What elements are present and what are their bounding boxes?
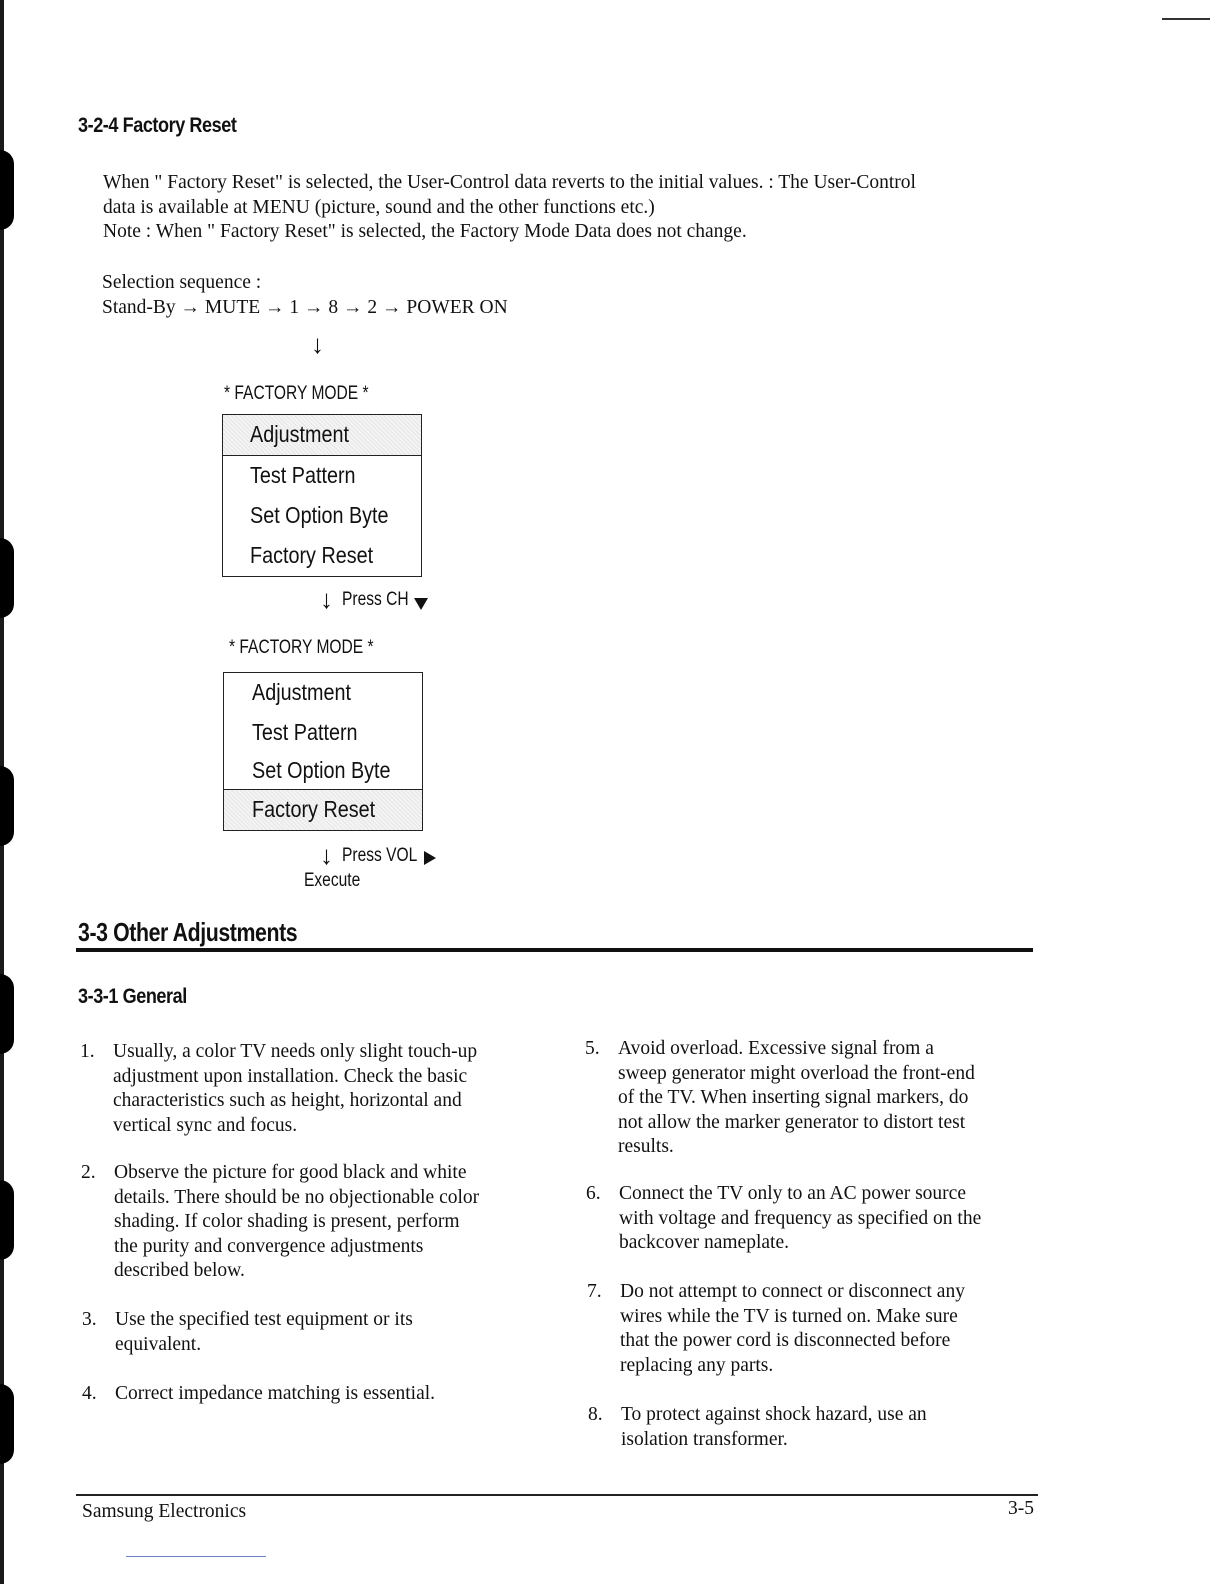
factory-mode-title: * FACTORY MODE * bbox=[224, 383, 369, 404]
list-line: wires while the TV is turned on. Make sure bbox=[620, 1305, 958, 1327]
menu-item-test-pattern[interactable]: Test Pattern bbox=[250, 462, 356, 488]
footer-company: Samsung Electronics bbox=[82, 1501, 247, 1522]
section-rule bbox=[76, 948, 1033, 952]
page-number: 3-5 bbox=[1008, 1498, 1034, 1519]
list-line: adjustment upon installation. Check the basic bbox=[113, 1065, 468, 1087]
binder-hole bbox=[0, 150, 14, 230]
down-arrow-icon: ↓ bbox=[320, 585, 333, 614]
footer-rule bbox=[76, 1494, 1038, 1496]
menu-item-factory-reset[interactable]: Factory Reset bbox=[250, 542, 374, 568]
press-ch-label: Press CH bbox=[342, 589, 409, 610]
triangle-right-icon bbox=[424, 849, 436, 867]
menu-item-adjustment[interactable]: Adjustment bbox=[223, 415, 421, 456]
factory-mode-title: * FACTORY MODE * bbox=[229, 637, 374, 658]
paragraph-line: Note : When " Factory Reset" is selected, the Factory Mode Data does not change. bbox=[103, 221, 747, 242]
list-line: described below. bbox=[114, 1260, 245, 1282]
section-324-paragraph bbox=[103, 171, 916, 245]
selection-sequence bbox=[102, 271, 508, 320]
list-line: vertical sync and focus. bbox=[113, 1114, 298, 1136]
list-line: results. bbox=[618, 1136, 674, 1158]
list-line: details. There should be no objectionable color bbox=[114, 1186, 480, 1208]
section-324-heading: 3-2-4 Factory Reset bbox=[78, 114, 237, 137]
list-line: Do not attempt to connect or disconnect any bbox=[620, 1281, 965, 1302]
list-line: backcover nameplate. bbox=[619, 1232, 789, 1254]
list-number: 1. bbox=[80, 1041, 95, 1062]
scan-mark bbox=[126, 1556, 266, 1557]
list-number: 4. bbox=[82, 1383, 97, 1404]
triangle-down-icon bbox=[414, 595, 428, 613]
list-line: Avoid overload. Excessive signal from a bbox=[618, 1038, 934, 1059]
list-line: Correct impedance matching is essential. bbox=[115, 1383, 436, 1404]
list-line: shading. If color shading is present, perform bbox=[114, 1211, 460, 1233]
section-33-heading: 3-3 Other Adjustments bbox=[78, 917, 298, 947]
list-number: 3. bbox=[82, 1309, 97, 1330]
factory-mode-menu bbox=[222, 414, 422, 577]
list-line: of the TV. When inserting signal markers, do bbox=[618, 1087, 969, 1109]
paragraph-line: data is available at MENU (picture, sound and the other functions etc.) bbox=[103, 196, 655, 218]
binder-hole bbox=[0, 766, 14, 846]
binder-hole bbox=[0, 1384, 14, 1464]
binder-hole bbox=[0, 1180, 14, 1260]
list-number: 7. bbox=[587, 1281, 602, 1302]
list-line: with voltage and frequency as specified on the bbox=[619, 1207, 982, 1229]
down-arrow-icon: ↓ bbox=[320, 841, 333, 870]
binder-hole bbox=[0, 974, 14, 1054]
list-number: 8. bbox=[588, 1404, 603, 1425]
list-line: Connect the TV only to an AC power source bbox=[619, 1183, 966, 1204]
paragraph-line: When " Factory Reset" is selected, the User-Control data reverts to the initial values. : The User-Control bbox=[103, 172, 916, 193]
list-number: 6. bbox=[586, 1183, 601, 1204]
list-line: not allow the marker generator to distort test bbox=[618, 1111, 966, 1133]
menu-item-set-option-byte[interactable]: Set Option Byte bbox=[250, 502, 389, 528]
list-line: Usually, a color TV needs only slight touch-up bbox=[113, 1041, 478, 1062]
menu-item-factory-reset[interactable]: Factory Reset bbox=[224, 789, 422, 830]
list-number: 5. bbox=[585, 1038, 600, 1059]
list-line: Observe the picture for good black and white bbox=[114, 1162, 467, 1183]
list-line: To protect against shock hazard, use an bbox=[621, 1404, 927, 1425]
list-line: the purity and convergence adjustments bbox=[114, 1235, 424, 1257]
list-line: Use the specified test equipment or its bbox=[115, 1309, 413, 1330]
list-number: 2. bbox=[81, 1162, 96, 1183]
menu-item-set-option-byte[interactable]: Set Option Byte bbox=[252, 757, 391, 783]
execute-label: Execute bbox=[304, 870, 361, 891]
sequence-text: Stand-By → MUTE → 1 → 8 → 2 → POWER ON bbox=[102, 296, 508, 318]
selection-label: Selection sequence : bbox=[102, 272, 262, 293]
factory-mode-menu bbox=[223, 672, 423, 831]
binder-hole bbox=[0, 538, 14, 618]
menu-item-test-pattern[interactable]: Test Pattern bbox=[252, 719, 358, 745]
press-vol-label: Press VOL bbox=[342, 845, 418, 866]
list-line: replacing any parts. bbox=[620, 1354, 774, 1376]
list-line: that the power cord is disconnected before bbox=[620, 1330, 951, 1352]
list-line: sweep generator might overload the front-end bbox=[618, 1062, 975, 1084]
list-line: isolation transformer. bbox=[621, 1428, 788, 1450]
list-line: equivalent. bbox=[115, 1333, 202, 1355]
down-arrow-icon: ↓ bbox=[311, 330, 324, 359]
list-line: characteristics such as height, horizontal and bbox=[113, 1090, 462, 1112]
menu-item-adjustment[interactable]: Adjustment bbox=[252, 679, 351, 705]
top-rule bbox=[1162, 18, 1210, 20]
section-331-heading: 3-3-1 General bbox=[78, 985, 187, 1008]
